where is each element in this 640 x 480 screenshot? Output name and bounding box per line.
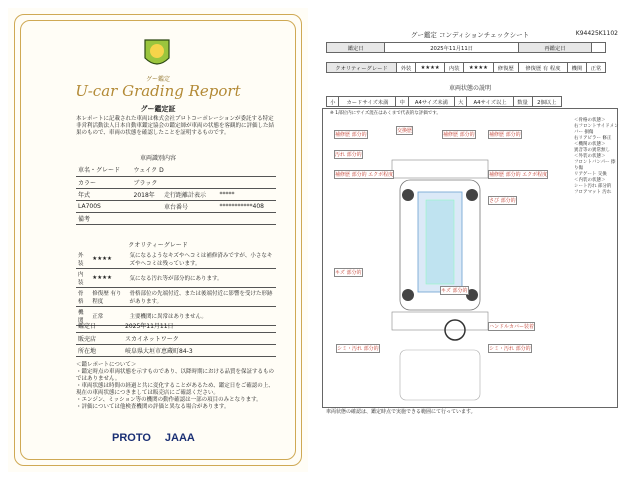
cell: 外装 xyxy=(397,63,416,73)
certificate-paragraph: 本レポートに記載された車両は株式会社プロトコーポレーションが委託する特定非営利活動法人日本自動車鑑定協会の鑑定師が車両の状態を客観的に評価した結果のもので、車両の状態を確認したことを証明するものです。 xyxy=(76,116,275,137)
damage-label: 補修歴 部分的 xyxy=(335,132,367,138)
grade-desc: 気になる汚れ等が部分的にあります。 xyxy=(127,269,276,288)
note-line: ・評価については他検査機関の評価と異なる場合があります。 xyxy=(76,404,230,410)
grade-stars: ★★★★ xyxy=(90,250,127,269)
table-row xyxy=(76,344,276,356)
goo-emblem-icon xyxy=(142,36,172,72)
vehicle-value: ***** xyxy=(218,188,276,200)
cell: 2025年11月11日 xyxy=(385,43,519,53)
table-row xyxy=(76,250,276,269)
shop-value: スカイネットワーク xyxy=(123,332,276,344)
table-row xyxy=(76,269,276,288)
cell: 再鑑定日 xyxy=(518,43,591,53)
note-line: ＜鑑レポートについて＞ xyxy=(76,362,137,368)
cell: 内装 xyxy=(445,63,464,73)
damage-label: キズ 部分的 xyxy=(335,270,362,276)
damage-label: 補修歴 部分的 xyxy=(489,132,521,138)
note-line: ＜骨格の状態＞ xyxy=(574,118,606,123)
cell: ★★★★ xyxy=(416,63,445,73)
condition-notes xyxy=(574,118,620,196)
cell: 修復歴 xyxy=(493,63,518,73)
note-line: ＜外装の状態＞ xyxy=(574,154,606,159)
vehicle-key: LA700S xyxy=(76,200,132,212)
grade-table xyxy=(76,250,276,326)
table-row xyxy=(327,63,606,73)
note-line: シート汚れ 部分的 xyxy=(574,184,612,189)
vehicle-key: 備考 xyxy=(76,212,132,224)
date-row xyxy=(326,42,606,53)
grade-stars: ★★★★ xyxy=(90,269,127,288)
damage-label: 補修歴 部分的 エクボ程度 xyxy=(335,172,394,178)
location-value: 岐阜県大垣市恵蔵町84-3 xyxy=(123,344,276,356)
cell: 正常 xyxy=(586,63,605,73)
vehicle-value: ***********408 xyxy=(218,200,276,212)
vehicle-section-title: 車両識別内容 xyxy=(139,155,176,162)
vehicle-key: 車名・グレード xyxy=(76,164,132,176)
vehicle-value xyxy=(132,212,276,224)
report-title: U-car Grading Report xyxy=(75,82,241,100)
cell: クオリティーグレード xyxy=(327,63,397,73)
grade-stars: 修復歴 有り程度 xyxy=(90,288,127,307)
grade-stars: 正常 xyxy=(90,307,127,326)
note-line: ＜内装の状態＞ xyxy=(574,178,606,183)
cell: ★★★★ xyxy=(464,63,493,73)
sheet-header: グー鑑定 コンディションチェックシート xyxy=(410,31,530,39)
cell: 機関 xyxy=(567,63,586,73)
table-row xyxy=(327,43,606,53)
grading-certificate xyxy=(8,8,308,472)
cell xyxy=(592,43,606,53)
vehicle-key: 走行距離計表示 xyxy=(162,188,218,200)
note-line: ＜機関の状態＞ xyxy=(574,142,606,147)
vehicle-key: 車台番号 xyxy=(162,200,218,212)
date-value: 2025年11月11日 xyxy=(123,320,276,332)
proto-logo: PROTO xyxy=(112,432,151,444)
grade-desc: 気になるようなキズやヘコミは補修済みですが、小さなキズやヘコミは残っています。 xyxy=(127,250,276,269)
grade-key: 機 関 xyxy=(76,307,90,326)
cell: カードサイズ未満 xyxy=(339,97,396,107)
jaaa-logo: JAAA xyxy=(164,432,195,444)
grade-key: 骨 格 xyxy=(76,288,90,307)
shop-label: 販売店 xyxy=(76,332,123,344)
size-table xyxy=(326,96,562,107)
grade-key: 外 装 xyxy=(76,250,90,269)
grade-desc: 骨格部位の先端付近、または後端付近に影響を受けた形跡があります。 xyxy=(127,288,276,307)
damage-label: さび 部分的 xyxy=(489,198,516,204)
vehicle-info-table xyxy=(76,164,276,225)
cell: 修復歴 有 程度 xyxy=(518,63,567,73)
cell: 2個以上 xyxy=(532,97,561,107)
table-row xyxy=(76,320,276,332)
table-row xyxy=(76,176,276,188)
damage-label: 補修歴 部分的 xyxy=(443,132,475,138)
location-label: 所在地 xyxy=(76,344,123,356)
table-row xyxy=(327,97,562,107)
sheet-footer: 車両状態の確認は、鑑定時点で実施できる範囲にて行っています。 xyxy=(326,409,476,415)
vehicle-value: ブラック xyxy=(132,176,276,188)
note-line: 右フロントサイドメンバー 損傷 xyxy=(574,124,619,135)
table-row xyxy=(76,188,276,200)
certificate-heading: グー鑑定証 xyxy=(140,105,176,113)
report-notes xyxy=(76,362,276,411)
damage-label: シミ・汚れ 部分的 xyxy=(489,346,531,352)
table-row xyxy=(76,288,276,307)
note-line: ・車両状態は時間の経過と共に変化することがあるため、鑑定日をご確認の上、現在の車両状態につきましては販売店にご確認ください。 xyxy=(76,383,274,396)
damage-label: 補修歴 部分的 エクボ程度 xyxy=(489,172,548,178)
note-line: フロアマット 汚れ xyxy=(574,190,612,195)
logo-row xyxy=(112,432,195,444)
vehicle-value: ウェイク D xyxy=(132,164,276,176)
table-row xyxy=(76,164,276,176)
state-title: 車両状態の説明 xyxy=(448,85,491,92)
grade-desc: 主要機関に異常はありません。 xyxy=(127,307,276,326)
badge-label: グー鑑定 xyxy=(145,76,170,83)
damage-label: 交換歴 xyxy=(397,128,413,134)
date-label: 鑑定日 xyxy=(76,320,123,332)
damage-label: キズ 部分的 xyxy=(441,288,468,294)
vehicle-key: カラー xyxy=(76,176,132,188)
table-row xyxy=(76,212,276,224)
note-line: ・エンジン、ミッション等の機関の動作確認は一部の項目のみとなります。 xyxy=(76,397,262,403)
cell: 数量 xyxy=(513,97,532,107)
note-line: 右リアピラー 修正 xyxy=(574,136,612,141)
table-row xyxy=(76,332,276,344)
cell: 鑑定日 xyxy=(327,43,385,53)
form-number: K94425K1102 xyxy=(575,30,618,37)
damage-label: シミ・汚れ 部分的 xyxy=(337,346,379,352)
car-outline-icon xyxy=(360,150,520,410)
note-line: フロントバンパー 擦り傷 xyxy=(574,160,616,171)
size-note: ※ 1部位内にサイズ混在はあくまで代表的な評価です。 xyxy=(330,111,441,116)
cell: 中 xyxy=(396,97,408,107)
shop-table xyxy=(76,320,276,357)
table-row xyxy=(76,200,276,212)
note-line: リアゲート 交換 xyxy=(574,172,607,177)
note-line: ・鑑定時点の車両状態を示すものであり、以降時期における品質を保証するものではありません。 xyxy=(76,369,275,382)
cell: A4サイズ以上 xyxy=(467,97,513,107)
cell: 大 xyxy=(455,97,467,107)
grade-key: 内 装 xyxy=(76,269,90,288)
vehicle-value: 2018年 xyxy=(132,188,163,200)
note-line: 異音等の異常無し xyxy=(574,148,610,153)
damage-label: 汚れ 部分的 xyxy=(335,152,362,158)
damage-label: ハンドルカバー装着 xyxy=(489,324,535,330)
cell: A4サイズ未満 xyxy=(408,97,454,107)
vehicle-value xyxy=(132,200,163,212)
cell: 小 xyxy=(327,97,339,107)
quality-section-title: クオリティーグレード xyxy=(128,242,188,249)
grade-row xyxy=(326,62,606,73)
vehicle-key: 年式 xyxy=(76,188,132,200)
